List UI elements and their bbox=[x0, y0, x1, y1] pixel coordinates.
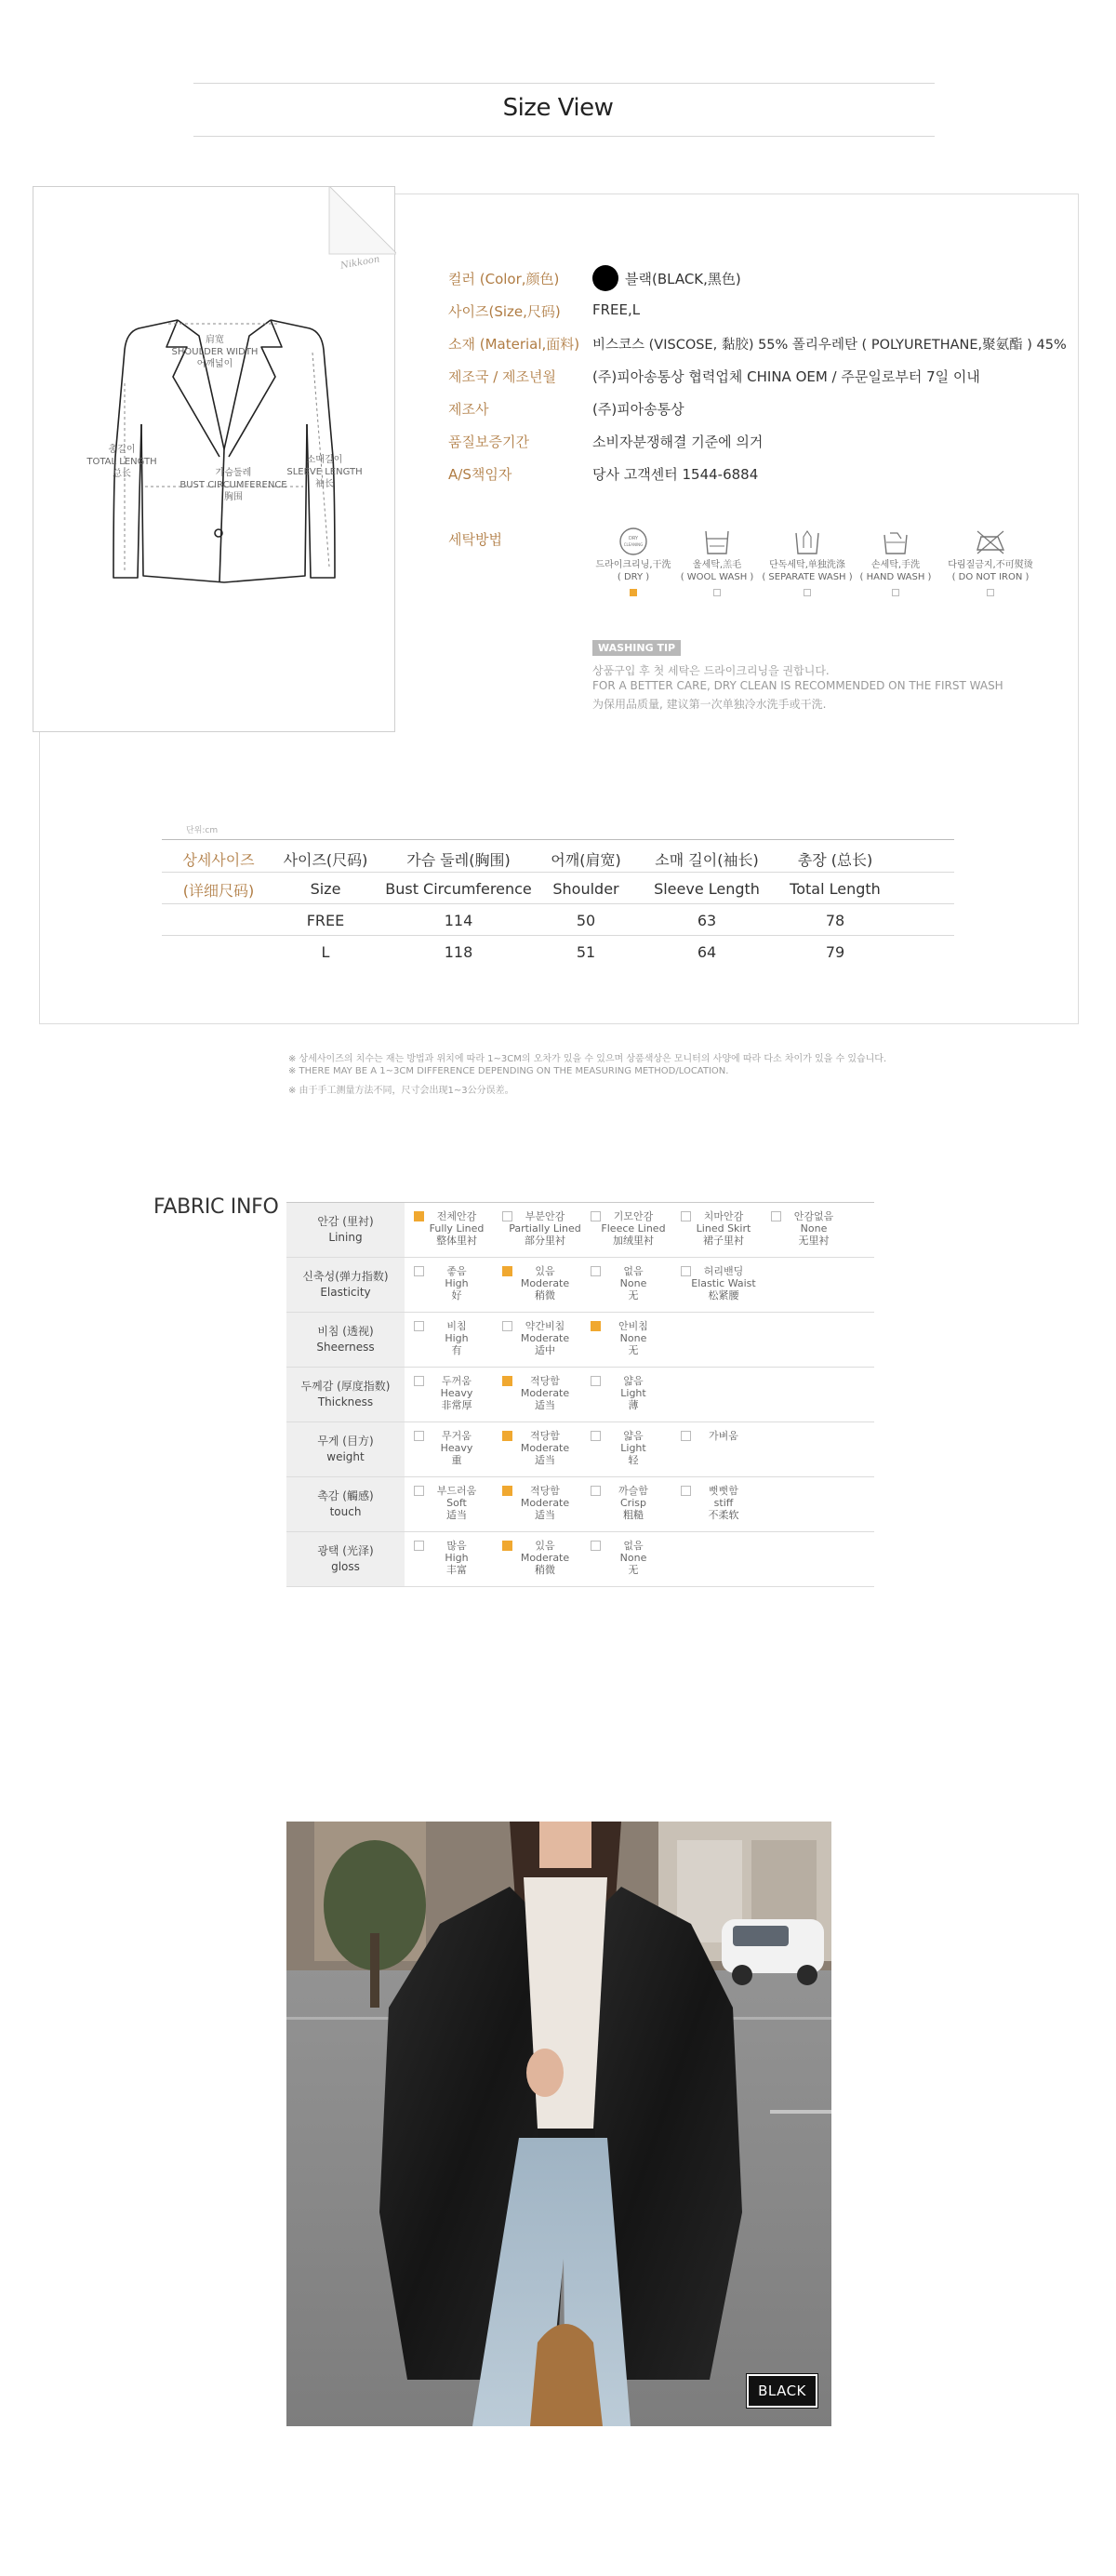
fabric-option bbox=[500, 1210, 590, 1247]
fabric-option-kr: 허리밴딩 bbox=[703, 1265, 744, 1277]
fabric-option bbox=[412, 1430, 501, 1466]
fabric-row-label-kr: 무게 (目方) bbox=[317, 1435, 374, 1448]
dry-clean-icon bbox=[615, 526, 652, 557]
wool-wash-icon bbox=[698, 526, 736, 557]
wash-item-separate bbox=[756, 526, 858, 596]
fabric-option-en: Heavy bbox=[440, 1442, 473, 1454]
fabric-option bbox=[679, 1210, 768, 1247]
size-row-free-shoulder: 50 bbox=[576, 912, 596, 929]
fabric-option-en: Moderate bbox=[520, 1332, 570, 1344]
fabric-option-kr: 두꺼움 bbox=[442, 1375, 472, 1387]
size-row-free-bust: 114 bbox=[444, 912, 473, 929]
wash-en-separate: ( SEPARATE WASH ) bbox=[762, 572, 853, 582]
fabric-row bbox=[286, 1313, 874, 1368]
diagram-bust-cn: 胸围 bbox=[224, 492, 243, 502]
size-header-length-en: Total Length bbox=[790, 880, 881, 898]
fabric-option-en: Partially Lined bbox=[509, 1222, 581, 1235]
fabric-option-cn: 适当 bbox=[446, 1509, 467, 1521]
fabric-option bbox=[769, 1210, 858, 1247]
size-header-bust-en: Bust Circumference bbox=[385, 880, 532, 898]
wash-name-iron: 다림질금지,不可熨烫 bbox=[948, 560, 1033, 570]
fabric-option-cn: 重 bbox=[451, 1454, 462, 1466]
fabric-option-en: High bbox=[445, 1552, 469, 1564]
wash-en-dry: ( DRY ) bbox=[617, 572, 650, 582]
size-table-line-1 bbox=[162, 872, 954, 873]
fabric-option-en: Soft bbox=[446, 1497, 467, 1509]
size-row-l-sleeve: 64 bbox=[697, 943, 717, 961]
spec-value-size: FREE,L bbox=[592, 301, 641, 318]
fabric-row-label-en: touch bbox=[329, 1505, 362, 1518]
fabric-option-en: None bbox=[619, 1552, 647, 1564]
fabric-option-checkbox bbox=[591, 1211, 601, 1221]
fabric-row-label-en: Thickness bbox=[317, 1395, 374, 1408]
fabric-row-header bbox=[286, 1258, 405, 1312]
diagram-shoulder-en: SHOULDER WIDTH bbox=[171, 347, 259, 357]
size-header-size-kr: 사이즈(尺码) bbox=[283, 851, 368, 869]
size-row-free-length: 78 bbox=[825, 912, 845, 929]
fabric-option-checkbox bbox=[414, 1321, 424, 1331]
fabric-option-cn: 部分里衬 bbox=[525, 1235, 565, 1247]
size-view-title: Size View bbox=[502, 94, 614, 122]
size-row-free-sleeve: 63 bbox=[697, 912, 717, 929]
fabric-option-en: High bbox=[445, 1332, 469, 1344]
fabric-option-checkbox bbox=[591, 1486, 601, 1496]
fabric-row-label-en: Lining bbox=[328, 1231, 363, 1244]
fabric-option-en: Light bbox=[620, 1387, 646, 1399]
wash-name-dry: 드라이크리닝,干洗 bbox=[595, 560, 671, 570]
spec-label-origin: 제조국 / 제조년월 bbox=[448, 368, 557, 385]
diagram-bust-en: BUST CIRCUMFERENCE bbox=[179, 480, 287, 490]
washing-tip-kr: 상품구입 후 첫 세탁은 드라이크리닝을 권합니다. bbox=[592, 664, 830, 677]
fabric-option bbox=[412, 1540, 501, 1576]
fabric-option bbox=[500, 1265, 590, 1301]
fabric-option-cn: 适当 bbox=[535, 1454, 555, 1466]
fabric-option-kr: 안감없음 bbox=[793, 1210, 834, 1222]
washing-label: 세탁방법 bbox=[448, 531, 502, 548]
size-table-line-2 bbox=[162, 903, 954, 904]
fabric-row-header bbox=[286, 1203, 405, 1257]
fabric-option-kr: 적당함 bbox=[530, 1375, 560, 1387]
spec-value-as: 당사 고객센터 1544-6884 bbox=[592, 466, 759, 483]
fabric-row-label-kr: 안감 (里衬) bbox=[317, 1215, 374, 1228]
fabric-row-header bbox=[286, 1477, 405, 1531]
spec-label-as: A/S책임자 bbox=[448, 466, 512, 483]
fabric-option-cn: 不柔软 bbox=[708, 1509, 739, 1521]
diagram-length-kr: 총길이 bbox=[108, 445, 136, 455]
fabric-option-cn: 好 bbox=[451, 1289, 462, 1301]
fabric-option-checkbox bbox=[771, 1211, 781, 1221]
fabric-row-label-kr: 비침 (透视) bbox=[317, 1325, 374, 1338]
fabric-option bbox=[500, 1485, 590, 1521]
fabric-option-kr: 많음 bbox=[446, 1540, 467, 1552]
fabric-option-checkbox bbox=[591, 1431, 601, 1441]
wash-name-hand: 손세탁,手洗 bbox=[870, 560, 921, 570]
size-header-length-kr: 총장 (总长) bbox=[797, 851, 873, 869]
diagram-length-en: TOTAL LENGTH bbox=[86, 457, 157, 467]
fabric-option bbox=[589, 1265, 678, 1301]
fabric-option-cn: 粗糙 bbox=[623, 1509, 644, 1521]
fabric-option bbox=[412, 1210, 501, 1247]
wash-check-dry bbox=[630, 589, 637, 596]
fabric-option-kr: 적당함 bbox=[530, 1485, 560, 1497]
wash-en-iron: ( DO NOT IRON ) bbox=[951, 572, 1030, 582]
fabric-option-en: Moderate bbox=[520, 1277, 570, 1289]
fabric-info-table bbox=[286, 1202, 874, 1587]
spec-value-color: 블랙(BLACK,黑色) bbox=[625, 271, 741, 287]
fabric-option-cn: 稍微 bbox=[535, 1289, 555, 1301]
fabric-row-label-kr: 신축성(弹力指数) bbox=[302, 1270, 389, 1283]
fabric-row bbox=[286, 1532, 874, 1587]
fabric-row bbox=[286, 1422, 874, 1477]
fabric-row-label-en: weight bbox=[326, 1450, 365, 1463]
size-header-bust-kr: 가슴 둘레(胸围) bbox=[406, 851, 511, 869]
fabric-option-checkbox bbox=[681, 1431, 691, 1441]
hand-wash-icon bbox=[877, 526, 914, 557]
measure-note-kr: ※ 상세사이즈의 치수는 재는 방법과 위치에 따라 1~3CM의 오차가 있을 수 있으며 상품색상은 모니터의 사양에 따라 다소 차이가 있을 수 있습니다. bbox=[288, 1054, 887, 1064]
wash-name-separate: 단독세탁,单独洗涤 bbox=[769, 560, 845, 570]
fabric-row bbox=[286, 1258, 874, 1313]
spec-label-manufacturer: 제조사 bbox=[448, 401, 489, 418]
wash-en-hand: ( HAND WASH ) bbox=[859, 572, 932, 582]
fabric-option-checkbox bbox=[414, 1266, 424, 1276]
fabric-row-label-en: Elasticity bbox=[320, 1286, 371, 1299]
fabric-row-header bbox=[286, 1368, 405, 1421]
wash-name-wool: 울세탁,羔毛 bbox=[692, 560, 742, 570]
fabric-option-checkbox-checked bbox=[502, 1266, 512, 1276]
fabric-option-cn: 无 bbox=[628, 1564, 639, 1576]
color-badge-black: BLACK bbox=[747, 2374, 817, 2408]
fabric-option-cn: 适中 bbox=[535, 1344, 555, 1356]
fabric-option-kr: 없음 bbox=[623, 1265, 644, 1277]
fabric-row-header bbox=[286, 1313, 405, 1367]
fabric-option-kr: 무거움 bbox=[442, 1430, 472, 1442]
fabric-option-kr: 있음 bbox=[535, 1265, 555, 1277]
fabric-option-checkbox bbox=[502, 1211, 512, 1221]
fabric-option-cn: 薄 bbox=[628, 1399, 639, 1411]
fabric-option-cn: 适当 bbox=[535, 1509, 555, 1521]
fabric-option bbox=[412, 1265, 501, 1301]
wash-item-wool bbox=[666, 526, 768, 596]
fabric-option-kr: 없음 bbox=[623, 1540, 644, 1552]
spec-value-material: 비스코스 (VISCOSE, 黏胶) 55% 폴리우레탄 ( POLYURETHANE,聚氨酯 ) 45% bbox=[592, 338, 1067, 353]
fabric-option-en: Moderate bbox=[520, 1442, 570, 1454]
spec-value-manufacturer: (주)피아송통상 bbox=[592, 401, 684, 418]
fabric-option bbox=[589, 1430, 678, 1466]
size-row-l-shoulder: 51 bbox=[576, 943, 596, 961]
fabric-row bbox=[286, 1203, 874, 1258]
fabric-option-en: Light bbox=[620, 1442, 646, 1454]
fabric-option-en: None bbox=[619, 1277, 647, 1289]
no-iron-icon bbox=[972, 526, 1009, 557]
fabric-option-kr: 가벼움 bbox=[709, 1430, 738, 1442]
fabric-option-checkbox bbox=[502, 1321, 512, 1331]
fabric-option-cn: 无 bbox=[628, 1289, 639, 1301]
size-table-line-3 bbox=[162, 935, 954, 936]
fabric-option-kr: 뻣뻣함 bbox=[709, 1485, 738, 1497]
fabric-option-kr: 치마안감 bbox=[703, 1210, 744, 1222]
size-row-l-bust: 118 bbox=[444, 943, 473, 961]
fabric-option-checkbox bbox=[591, 1266, 601, 1276]
fabric-option-checkbox-checked bbox=[591, 1321, 601, 1331]
measure-note-en: ※ THERE MAY BE A 1~3CM DIFFERENCE DEPENDING ON THE MEASURING METHOD/LOCATION. bbox=[288, 1066, 729, 1076]
fabric-option-en: stiff bbox=[713, 1497, 734, 1509]
fabric-option-checkbox bbox=[681, 1486, 691, 1496]
washing-tip-badge: WASHING TIP bbox=[592, 640, 681, 656]
size-table-side-cn: (详细尺码) bbox=[182, 882, 255, 900]
fabric-option-cn: 松紧腰 bbox=[708, 1289, 739, 1301]
fabric-option bbox=[679, 1485, 768, 1521]
fabric-row-label-kr: 촉감 (觸感) bbox=[317, 1489, 374, 1502]
header-bottom-divider bbox=[193, 136, 935, 137]
diagram-shoulder-kr: 어깨넓이 bbox=[196, 359, 233, 369]
size-header-sleeve-en: Sleeve Length bbox=[654, 880, 760, 898]
diagram-signature: Nikkoon bbox=[339, 254, 381, 272]
product-photo bbox=[286, 1822, 831, 2426]
fabric-option-kr: 기모안감 bbox=[613, 1210, 654, 1222]
size-header-size-en: Size bbox=[310, 880, 341, 898]
fabric-option-kr: 좋음 bbox=[446, 1265, 467, 1277]
fabric-option-kr: 얇음 bbox=[623, 1430, 644, 1442]
fabric-option-en: High bbox=[445, 1277, 469, 1289]
fabric-option-cn: 轻 bbox=[628, 1454, 639, 1466]
fabric-option-cn: 无 bbox=[628, 1344, 639, 1356]
fabric-option-en: Moderate bbox=[520, 1497, 570, 1509]
fabric-option-kr: 까슬함 bbox=[618, 1485, 648, 1497]
fabric-option-kr: 약간비침 bbox=[525, 1320, 565, 1332]
fabric-option bbox=[589, 1375, 678, 1411]
color-swatch bbox=[592, 265, 618, 291]
diagram-sleeve-en: SLEEVE LENGTH bbox=[286, 467, 363, 477]
svg-text:DRY: DRY bbox=[628, 536, 639, 541]
fabric-option-kr: 전체안감 bbox=[436, 1210, 477, 1222]
washing-tip-en: FOR A BETTER CARE, DRY CLEAN IS RECOMMENDED ON THE FIRST WASH bbox=[592, 679, 1003, 692]
fabric-option-cn: 整体里衬 bbox=[436, 1235, 477, 1247]
diagram-length-cn: 总长 bbox=[113, 469, 131, 479]
wash-item-iron bbox=[939, 526, 1042, 596]
wash-item-hand bbox=[844, 526, 947, 596]
size-header-shoulder-en: Shoulder bbox=[552, 880, 619, 898]
diagram-sleeve-cn: 袖长 bbox=[315, 479, 334, 489]
size-header-shoulder-kr: 어깨(肩宽) bbox=[551, 851, 621, 869]
fabric-option-kr: 부분안감 bbox=[525, 1210, 565, 1222]
fabric-option-checkbox-checked bbox=[502, 1431, 512, 1441]
diagram-bust-kr: 가슴둘레 bbox=[215, 468, 252, 478]
fabric-option-en: None bbox=[800, 1222, 828, 1235]
svg-text:CLEANING: CLEANING bbox=[623, 542, 644, 547]
fabric-option-en: Fleece Lined bbox=[601, 1222, 666, 1235]
wash-en-wool: ( WOOL WASH ) bbox=[680, 572, 754, 582]
fabric-option bbox=[589, 1210, 678, 1247]
fabric-option-cn: 稍微 bbox=[535, 1564, 555, 1576]
wash-check-separate bbox=[804, 589, 811, 596]
fabric-option-cn: 适当 bbox=[535, 1399, 555, 1411]
fabric-option-kr: 있음 bbox=[535, 1540, 555, 1552]
size-row-l-size: L bbox=[321, 943, 330, 961]
fabric-row-header bbox=[286, 1532, 405, 1586]
washing-tip-cn: 为保用品质量, 建议第一次单独冷水洗手或干洗. bbox=[592, 698, 827, 711]
fabric-option bbox=[589, 1540, 678, 1576]
fabric-option-en: Heavy bbox=[440, 1387, 473, 1399]
fabric-row-label-kr: 두께감 (厚度指数) bbox=[300, 1380, 391, 1393]
fabric-option-kr: 얇음 bbox=[623, 1375, 644, 1387]
fabric-option bbox=[589, 1320, 678, 1356]
fabric-option-en: Moderate bbox=[520, 1387, 570, 1399]
fabric-option-kr: 부드러움 bbox=[436, 1485, 477, 1497]
fabric-option bbox=[412, 1485, 501, 1521]
fabric-row bbox=[286, 1477, 874, 1532]
fabric-option bbox=[412, 1375, 501, 1411]
fabric-option-kr: 비침 bbox=[446, 1320, 467, 1332]
fabric-option bbox=[500, 1320, 590, 1356]
size-header-sleeve-kr: 소매 길이(袖长) bbox=[655, 851, 759, 869]
fabric-option-checkbox-checked bbox=[414, 1211, 424, 1221]
spec-value-origin: (주)피아송통상 협력업체 CHINA OEM / 주문일로부터 7일 이내 bbox=[592, 368, 980, 385]
fabric-row-label-en: Sheerness bbox=[316, 1341, 375, 1354]
fabric-option-checkbox bbox=[591, 1376, 601, 1386]
fabric-option-cn: 有 bbox=[451, 1344, 462, 1356]
size-row-free-size: FREE bbox=[306, 912, 345, 929]
fabric-row-label-en: gloss bbox=[331, 1560, 360, 1573]
header-top-divider bbox=[193, 83, 935, 84]
fabric-option-cn: 无里衬 bbox=[798, 1235, 830, 1247]
fabric-option-checkbox bbox=[591, 1541, 601, 1551]
fabric-row-header bbox=[286, 1422, 405, 1476]
fabric-option-checkbox-checked bbox=[502, 1486, 512, 1496]
spec-label-material: 소재 (Material,面料) bbox=[448, 336, 580, 353]
size-table-top-line bbox=[162, 839, 954, 840]
size-row-l-length: 79 bbox=[825, 943, 845, 961]
wash-check-wool bbox=[713, 589, 721, 596]
fabric-option-en: Elastic Waist bbox=[691, 1277, 756, 1289]
fabric-option-en: Crisp bbox=[620, 1497, 646, 1509]
fabric-option bbox=[500, 1430, 590, 1466]
fabric-option bbox=[679, 1430, 768, 1442]
fabric-option-en: None bbox=[619, 1332, 647, 1344]
fabric-option-en: Moderate bbox=[520, 1552, 570, 1564]
fabric-option-en: Lined Skirt bbox=[696, 1222, 751, 1235]
fabric-option-checkbox bbox=[681, 1266, 691, 1276]
fabric-option bbox=[589, 1485, 678, 1521]
fabric-row-label-kr: 광택 (光泽) bbox=[317, 1544, 374, 1557]
fabric-option bbox=[679, 1265, 768, 1301]
size-table-side-kr: 상세사이즈 bbox=[182, 851, 255, 869]
fabric-option-en: Fully Lined bbox=[429, 1222, 485, 1235]
fabric-option-checkbox bbox=[414, 1541, 424, 1551]
fabric-option-checkbox bbox=[414, 1486, 424, 1496]
fabric-option-checkbox-checked bbox=[502, 1541, 512, 1551]
fabric-option-checkbox bbox=[414, 1431, 424, 1441]
fabric-option-checkbox bbox=[681, 1211, 691, 1221]
fabric-option-kr: 적당함 bbox=[530, 1430, 560, 1442]
diagram-sleeve-kr: 소매길이 bbox=[306, 455, 343, 465]
fabric-option bbox=[500, 1540, 590, 1576]
fabric-option-cn: 丰富 bbox=[446, 1564, 467, 1576]
fabric-info-title: FABRIC INFO bbox=[153, 1195, 279, 1219]
separate-wash-icon bbox=[789, 526, 826, 557]
fabric-option-cn: 非常厚 bbox=[441, 1399, 472, 1411]
fabric-option bbox=[500, 1375, 590, 1411]
jacket-size-diagram bbox=[33, 186, 395, 732]
spec-label-size: 사이즈(Size,尺码) bbox=[448, 303, 561, 320]
spec-label-warranty: 품질보증기간 bbox=[448, 434, 529, 450]
spec-value-warranty: 소비자분쟁해결 기준에 의거 bbox=[592, 434, 764, 450]
measure-note-cn: ※ 由于手工测量方法不同，尺寸会出现1~3公分误差。 bbox=[288, 1086, 514, 1096]
fabric-option-checkbox-checked bbox=[502, 1376, 512, 1386]
spec-label-color: 컬러 (Color,颜色) bbox=[448, 271, 560, 287]
wash-check-hand bbox=[892, 589, 899, 596]
wash-check-iron bbox=[987, 589, 994, 596]
fabric-option-checkbox bbox=[414, 1376, 424, 1386]
fabric-option-cn: 裙子里衬 bbox=[703, 1235, 744, 1247]
fabric-row bbox=[286, 1368, 874, 1422]
fabric-option-kr: 안비침 bbox=[618, 1320, 648, 1332]
model-photo-illustration bbox=[286, 1822, 831, 2426]
diagram-shoulder-cn: 肩宽 bbox=[206, 335, 224, 345]
fabric-option-cn: 加绒里衬 bbox=[613, 1235, 654, 1247]
size-table-unit: 단위:cm bbox=[186, 826, 219, 835]
fabric-option bbox=[412, 1320, 501, 1356]
